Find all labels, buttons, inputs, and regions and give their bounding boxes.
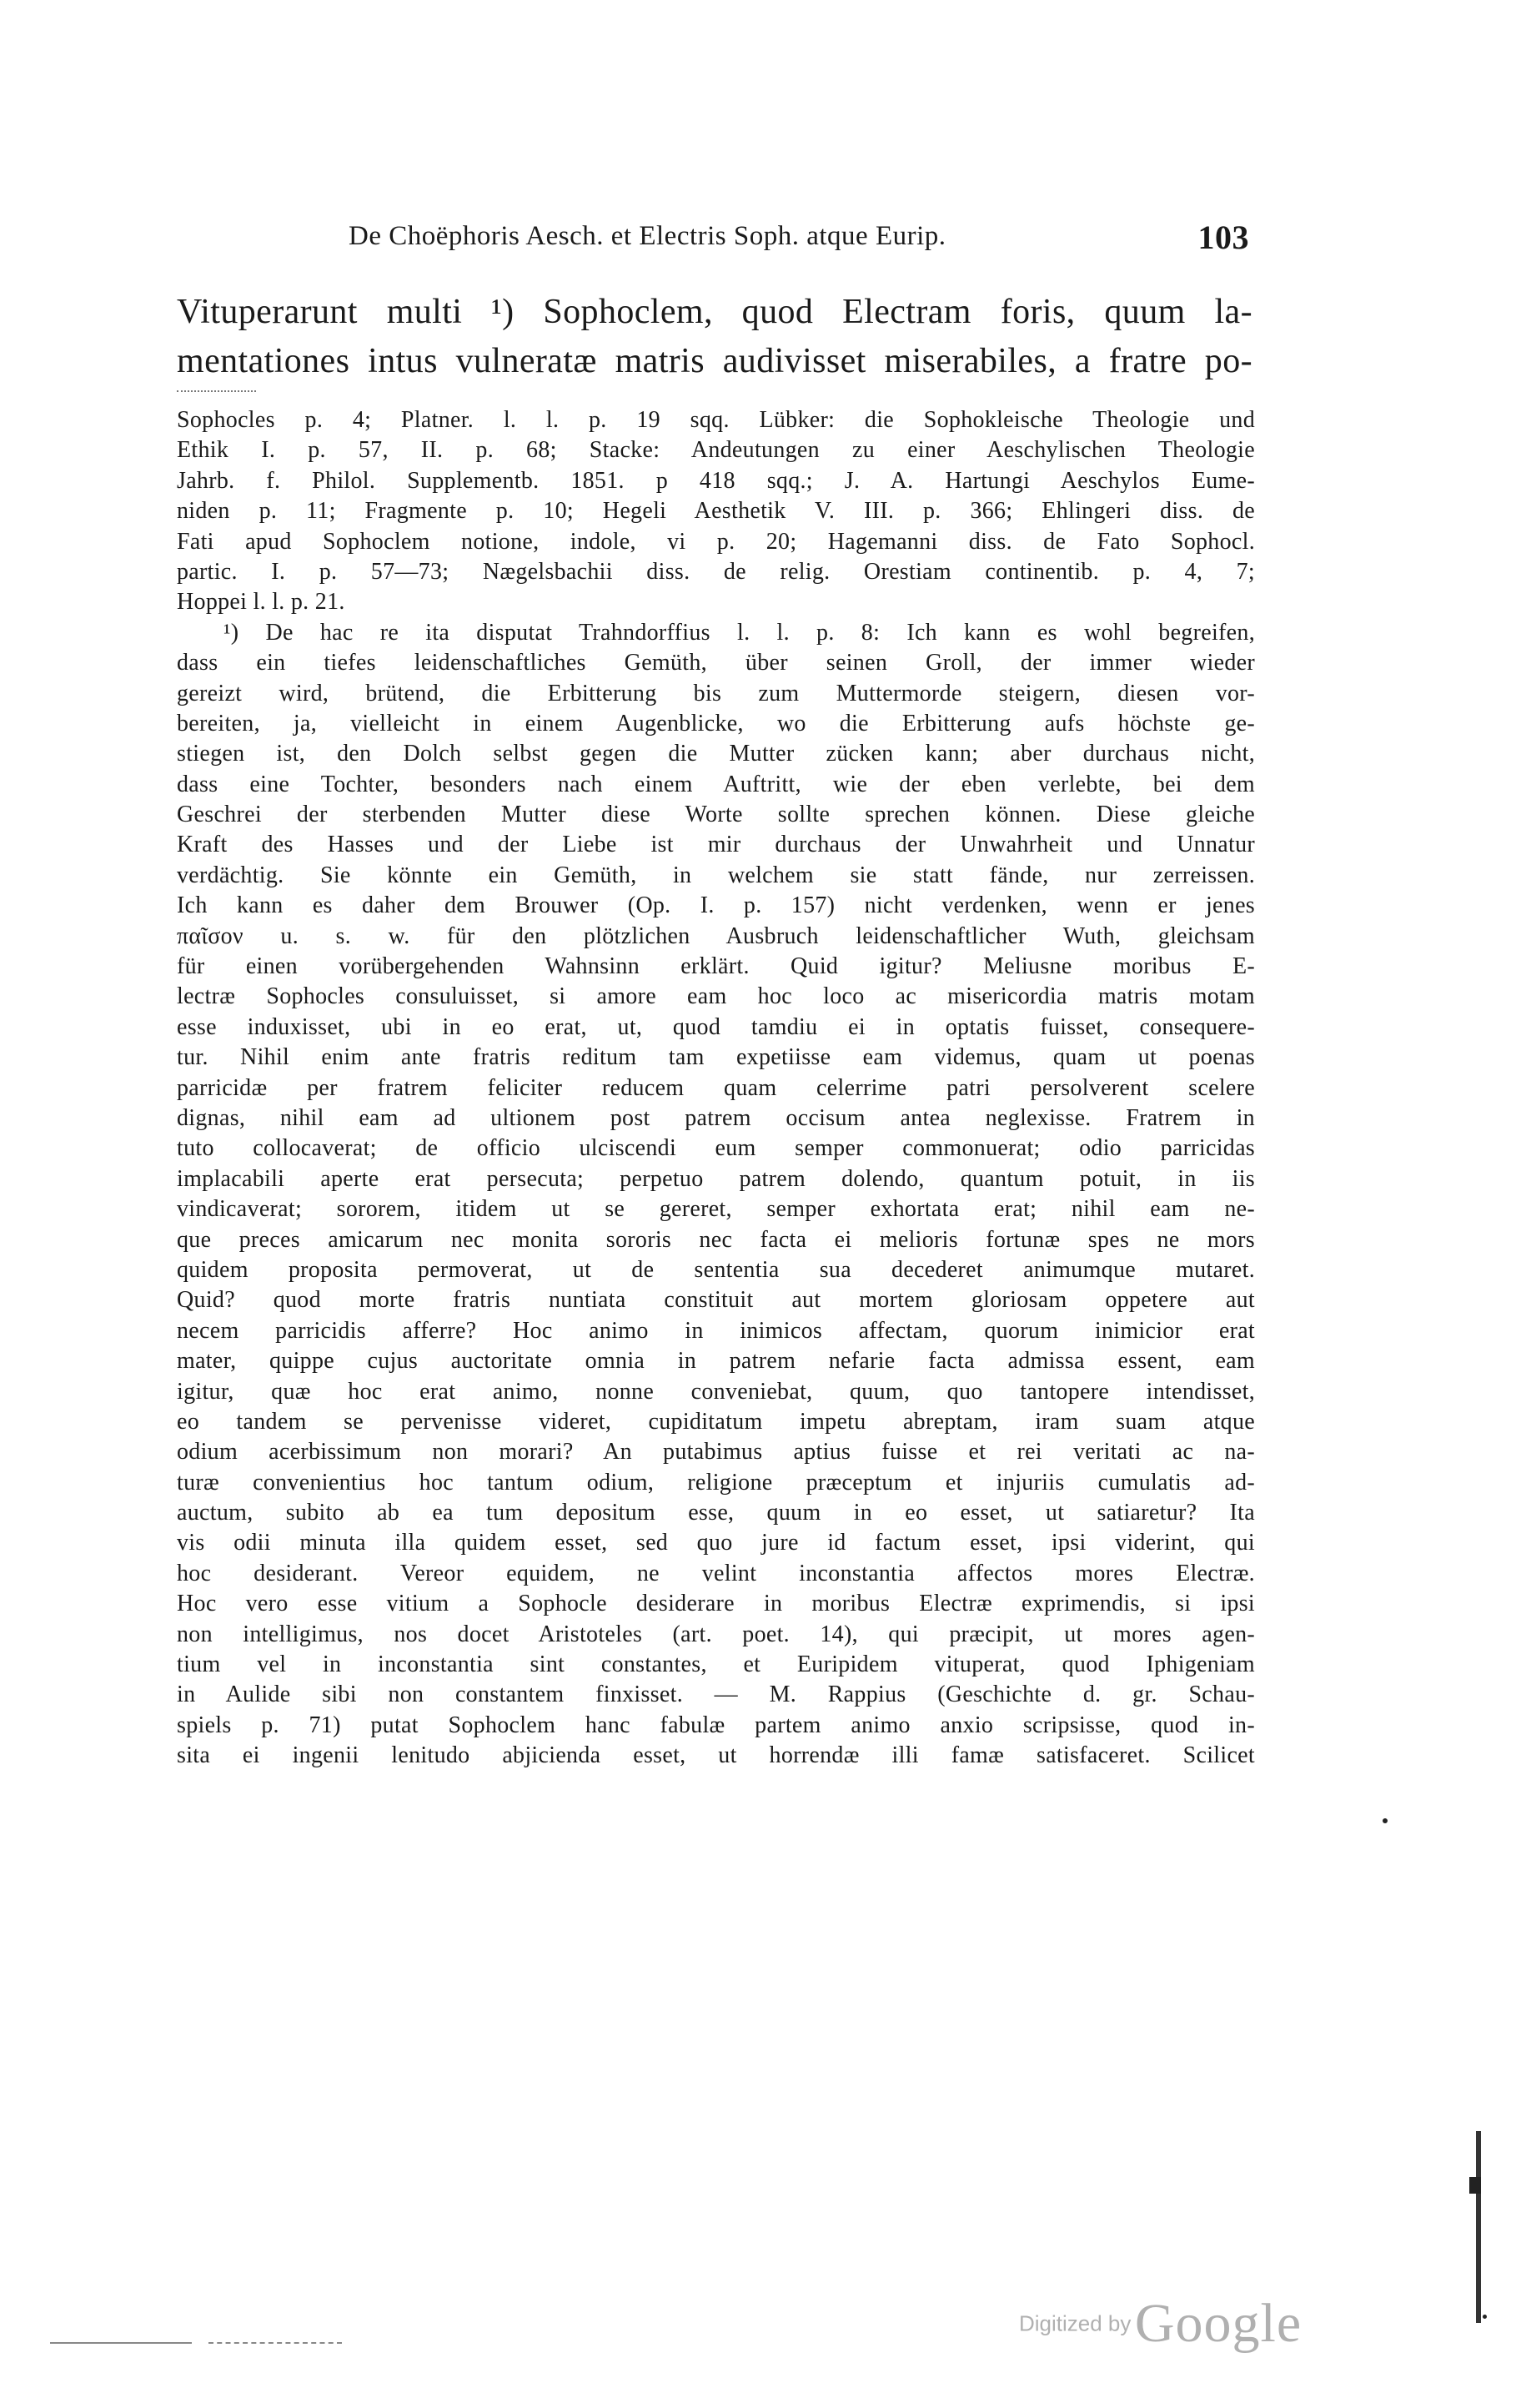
footnote-line: Ethik I. p. 57, II. p. 68; Stacke: Andeutungen zu einer Aeschylischen Theologie: [177, 437, 1255, 464]
footnote-1-line: für einen vorübergehenden Wahnsinn erklärt. Quid igitur? Meliusne moribus E-: [177, 953, 1255, 980]
scan-edge-rule-left: [50, 2342, 192, 2344]
footnote-line: partic. I. p. 57—73; Nægelsbachii diss. de relig. Orestiam continentib. p. 4, 7;: [177, 558, 1255, 585]
footnote-1-line: gereizt wird, brütend, die Erbitterung bis zum Muttermorde steigern, diesen vor-: [177, 680, 1255, 706]
footnote-1-line: tur. Nihil enim ante fratris reditum tam expetiisse eam videmus, quam ut poenas: [177, 1044, 1255, 1071]
scan-edge-rule-middle: [208, 2342, 342, 2344]
footnote-1-line: stiegen ist, den Dolch selbst gegen die Mutter zücken kann; aber durchaus nicht,: [177, 741, 1255, 767]
scan-edge-mark: [1476, 2131, 1481, 2323]
footnote-1-line: verdächtig. Sie könnte ein Gemüth, in welchem sie statt fände, nur zerreissen.: [177, 862, 1255, 888]
footnote-1-line: dass ein tiefes leidenschaftliches Gemüth, über seinen Groll, der immer wieder: [177, 650, 1255, 676]
footnote-1-line: vis odii minuta illa quidem esset, sed quo jure id factum esset, ipsi viderint, qui: [177, 1530, 1255, 1556]
footnotes: [177, 405, 1255, 1772]
footnote-1-line: bereiten, ja, vielleicht in einem Augenblicke, wo die Erbitterung aufs höchste ge-: [177, 710, 1255, 736]
page-number: 103: [1197, 219, 1249, 256]
scan-dot: [1383, 1818, 1388, 1823]
footnote-1-line: Hoc vero esse vitium a Sophocle desiderare in moribus Electræ exprimendis, si ipsi: [177, 1591, 1255, 1617]
footnote-1-line: Geschrei der sterbenden Mutter diese Worte sollte sprechen können. Diese gleiche: [177, 802, 1255, 828]
footnote-line: Fati apud Sophoclem notione, indole, vi p. 20; Hagemanni diss. de Fato Sophocl.: [177, 528, 1255, 555]
footnote-1-line: non intelligimus, nos docet Aristoteles (art. poet. 14), qui præcipit, ut mores agen-: [177, 1621, 1255, 1647]
footnote-1-line: esse induxisset, ubi in eo erat, ut, quod tamdiu ei in optatis fuisset, consequere-: [177, 1013, 1255, 1040]
scan-dot: [1483, 2315, 1487, 2319]
footnote-1-line: hoc desiderant. Vereor equidem, ne velint inconstantia affectos mores Electræ.: [177, 1560, 1255, 1586]
footnote-1-line: necem parricidis afferre? Hoc animo in inimicos affectam, quorum inimicior erat: [177, 1317, 1255, 1344]
footnote-1-line: que preces amicarum nec monita sororis nec facta ei melioris fortunæ spes ne mors: [177, 1226, 1255, 1253]
footnote-1-line: Quid? quod morte fratris nuntiata constituit aut mortem gloriosam oppetere aut: [177, 1287, 1255, 1314]
footnote-1-line: Ich kann es daher dem Brouwer (Op. I. p. 157) nicht verdenken, wenn er jenes: [177, 892, 1255, 919]
footnote-1-line: tuto collocaverat; de officio ulciscendi eum semper commonuerat; odio parricidas: [177, 1135, 1255, 1162]
digitized-by-google-watermark: [1019, 2292, 1302, 2355]
footnote-1-line: spiels p. 71) putat Sophoclem hanc fabulæ partem animo anxio scripsisse, quod in-: [177, 1712, 1255, 1738]
footnote-1-line: ¹) De hac re ita disputat Trahndorffius l. l. p. 8: Ich kann es wohl begreifen,: [223, 619, 1255, 646]
scan-edge-mark: [1469, 2177, 1481, 2194]
main-text-line: Vituperarunt multi ¹) Sophoclem, quod Electram foris, quum la-: [177, 293, 1252, 331]
footnote-1-line: implacabili aperte erat persecuta; perpetuo patrem dolendo, quantum potuit, in iis: [177, 1165, 1255, 1192]
footnote-1-line: Kraft des Hasses und der Liebe ist mir durchaus der Unwahrheit und Unnatur: [177, 832, 1255, 858]
footnote-1-line: sita ei ingenii lenitudo abjicienda esset, ut horrendæ illi famæ satisfaceret. Scilicet: [177, 1742, 1255, 1769]
footnote-separator: [177, 390, 256, 392]
footnote-1-line: igitur, quæ hoc erat animo, nonne conveniebat, quum, quo tantopere intendisset,: [177, 1378, 1255, 1405]
footnote-line: niden p. 11; Fragmente p. 10; Hegeli Aesthetik V. III. p. 366; Ehlingeri diss. de: [177, 498, 1255, 525]
footnote-1-line: in Aulide sibi non constantem finxisset. — M. Rappius (Geschichte d. gr. Schau-: [177, 1682, 1255, 1708]
footnote-1-line: eo tandem se pervenisse videret, cupiditatum impetu abreptam, iram suam atque: [177, 1408, 1255, 1435]
footnote-1-line: parricidæ per fratrem feliciter reducem quam celerrime patri persolverent scelere: [177, 1074, 1255, 1101]
footnote-line: Sophocles p. 4; Platner. l. l. p. 19 sqq. Lübker: die Sophokleische Theologie und: [177, 407, 1255, 433]
watermark-prefix: Digitized by: [1019, 2310, 1132, 2336]
footnote-1-line: vindicaverat; sororem, itidem ut se gereret, semper exhortata erat; nihil eam ne-: [177, 1196, 1255, 1223]
google-logo: Google: [1134, 2293, 1303, 2354]
footnote-1-line: tium vel in inconstantia sint constantes, et Euripidem vituperat, quod Iphigeniam: [177, 1651, 1255, 1678]
main-text-line: mentationes intus vulneratæ matris audivisset miserabiles, a fratre po-: [177, 342, 1252, 380]
footnote-1-line: odium acerbissimum non morari? An putabimus aptius fuisse et rei veritati ac na-: [177, 1439, 1255, 1465]
footnote-1-line: lectræ Sophocles consuluisset, si amore eam hoc loco ac misericordia matris motam: [177, 983, 1255, 1010]
footnote-line: Jahrb. f. Philol. Supplementb. 1851. p 418 sqq.; J. A. Hartungi Aeschylos Eume-: [177, 467, 1255, 494]
main-text: [177, 288, 1252, 386]
running-title: De Choëphoris Aesch. et Electris Soph. atque Eurip.: [349, 221, 946, 251]
footnote-1-line: παῖσον u. s. w. für den plötzlichen Ausbruch leidenschaftlicher Wuth, gleichsam: [177, 922, 1255, 949]
footnote-1-line: auctum, subito ab ea tum depositum esse, quum in eo esset, ut satiaretur? Ita: [177, 1500, 1255, 1526]
footnote-1-line: dignas, nihil eam ad ultionem post patrem occisum antea neglexisse. Fratrem in: [177, 1104, 1255, 1131]
footnote-1-line: quidem proposita permoverat, ut de sententia sua decederet animumque mutaret.: [177, 1256, 1255, 1283]
footnote-1-line: dass eine Tochter, besonders nach einem Auftritt, wie der eben verlebte, bei dem: [177, 771, 1255, 797]
footnote-line: Hoppei l. l. p. 21.: [177, 589, 345, 616]
footnote-1-line: mater, quippe cujus auctoritate omnia in patrem nefarie facta admissa essent, eam: [177, 1348, 1255, 1375]
footnote-1-line: turæ convenientius hoc tantum odium, religione præceptum et injuriis cumulatis ad-: [177, 1469, 1255, 1496]
